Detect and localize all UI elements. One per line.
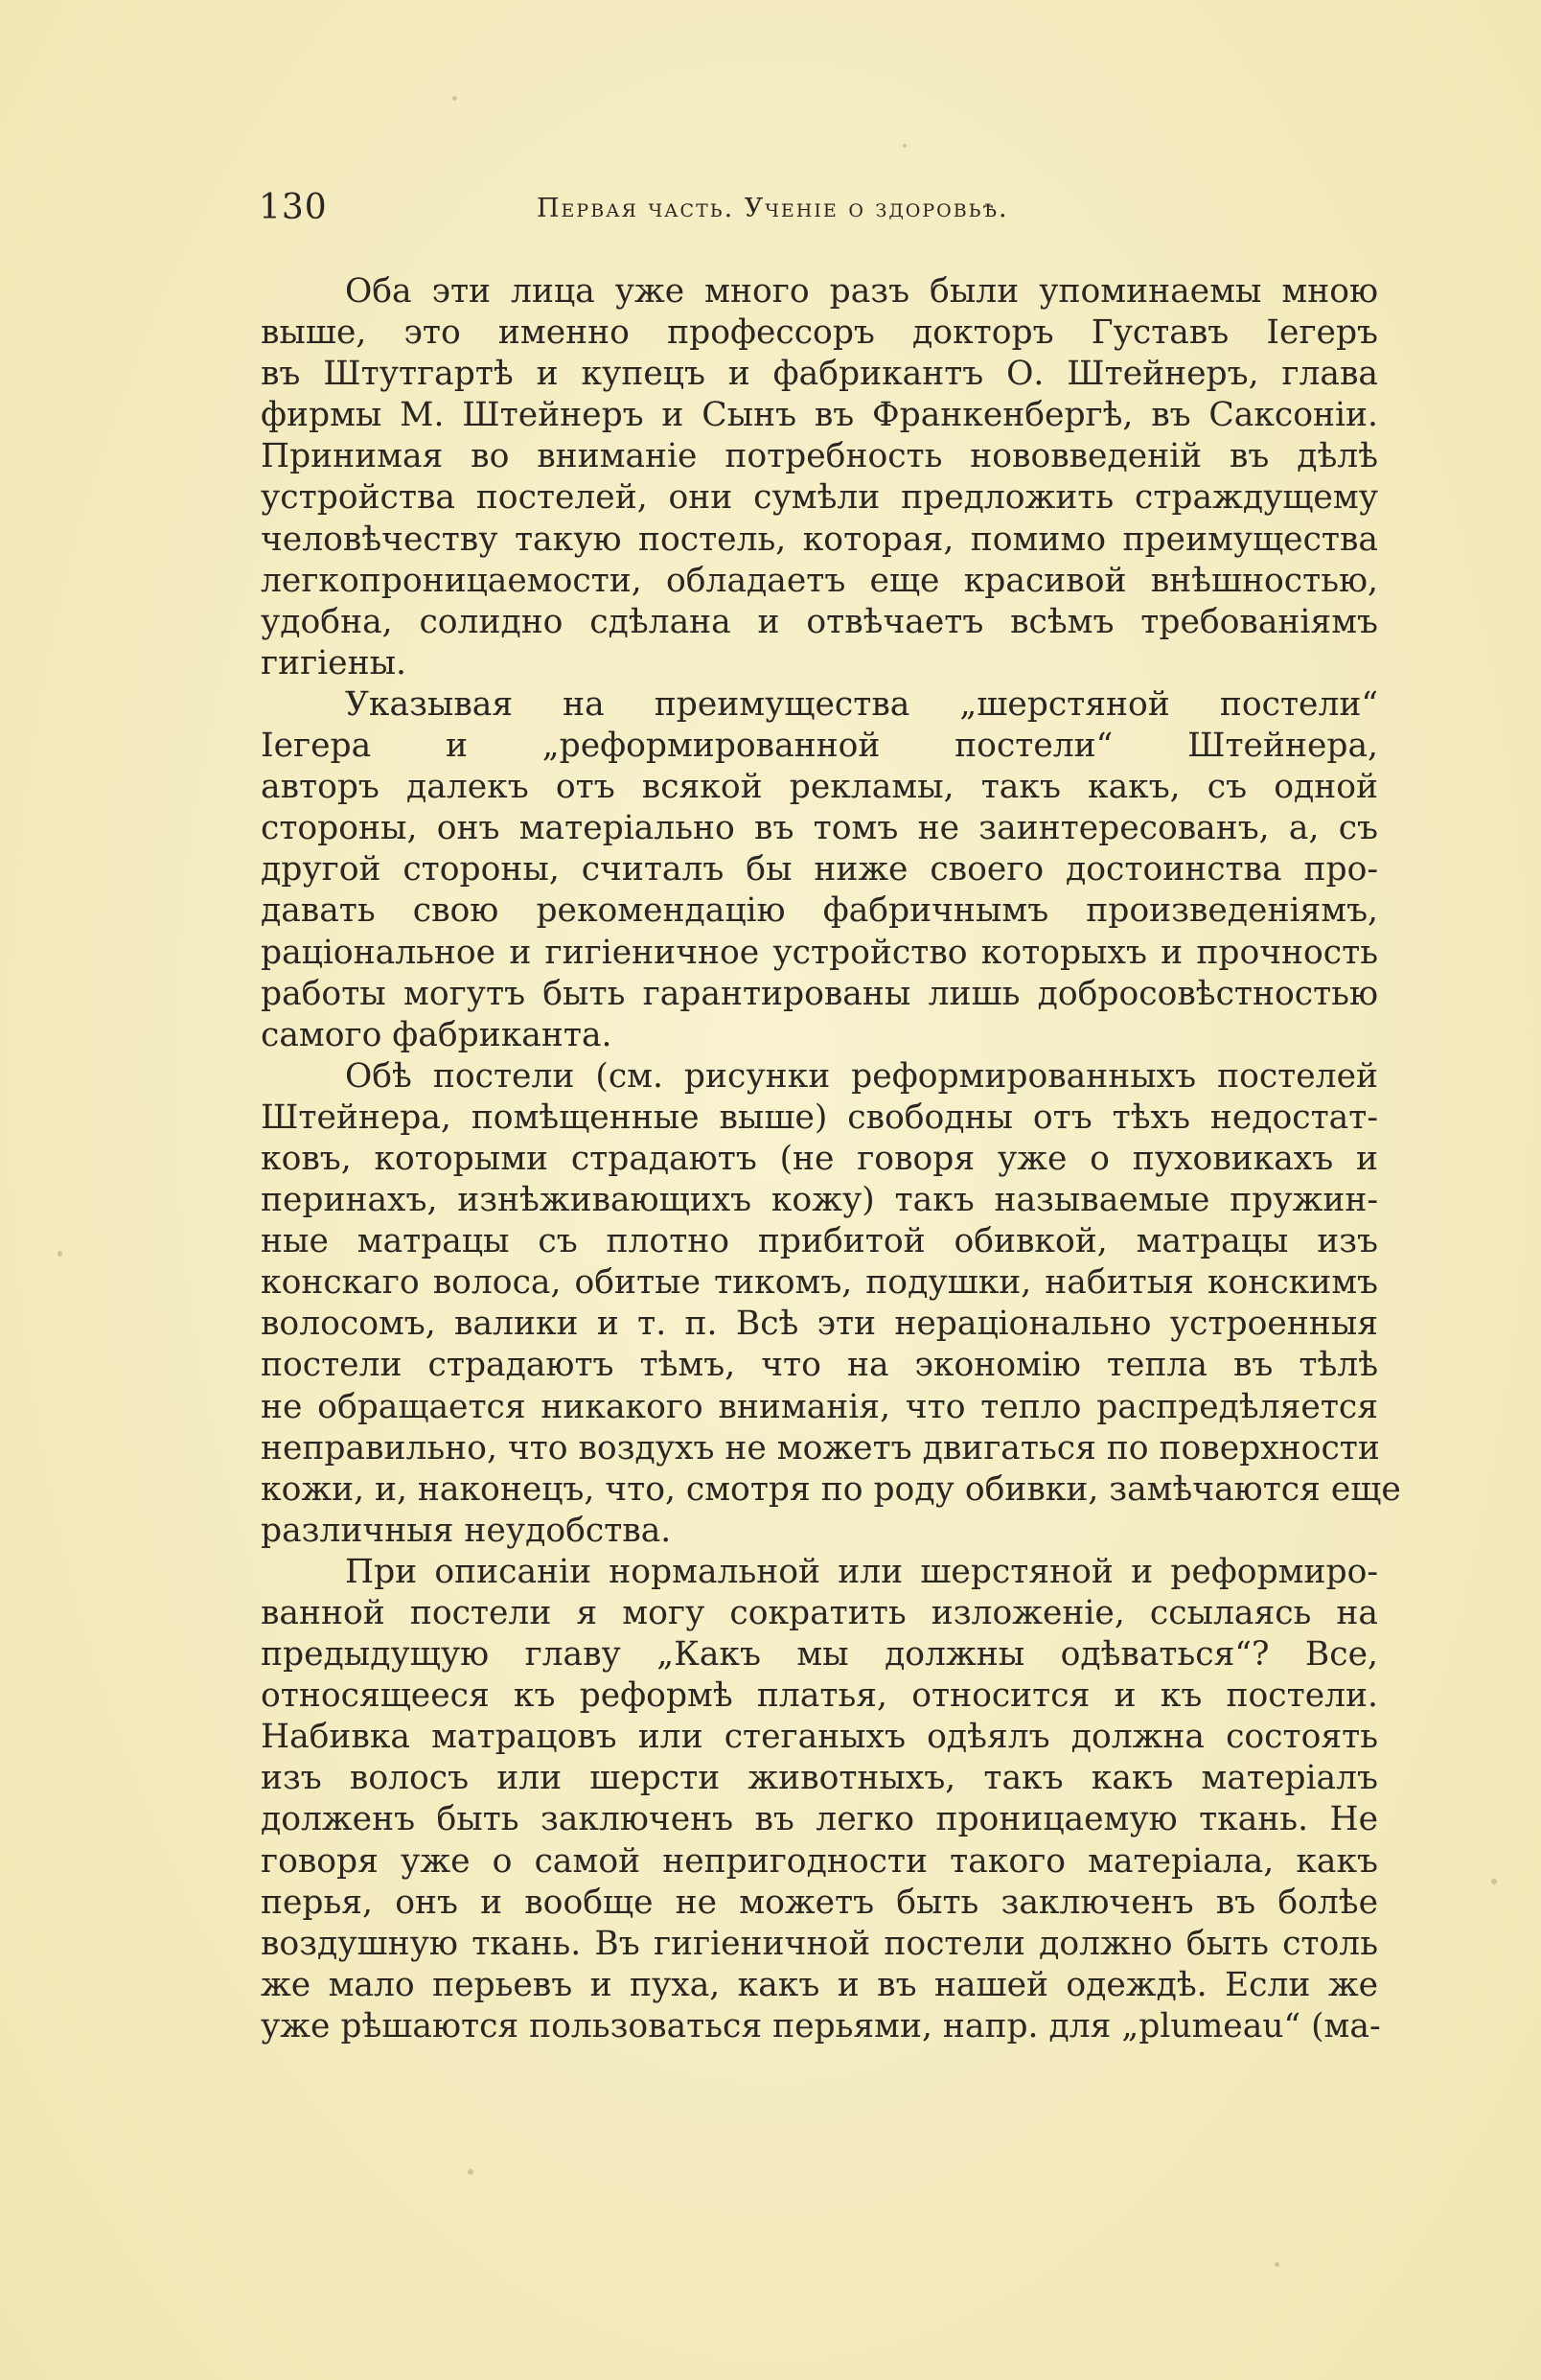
text-line: долженъ быть заключенъ въ легко проницаемую ткань. Не: [261, 1800, 1378, 1839]
text-line: ные матрацы съ плотно прибитой обивкой, матрацы изъ: [261, 1222, 1378, 1261]
text-line: гигіены.: [261, 643, 407, 682]
paragraph: [261, 1552, 1381, 2047]
paragraph: [261, 684, 1378, 1056]
text-line: воздушную ткань. Въ гигіеничной постели должно быть столь: [261, 1924, 1378, 1963]
text-line: относящееся къ реформѣ платья, относится и къ постели.: [261, 1676, 1378, 1716]
text-line: не обращается никакого вниманія, что тепло распредѣляется: [261, 1387, 1378, 1426]
text-line: выше, это именно профессоръ докторъ Густавъ Іегеръ: [261, 313, 1378, 353]
text-line: фирмы М. Штейнеръ и Сынъ въ Франкенбергѣ, въ Саксоніи.: [261, 396, 1378, 435]
text-line: самого фабриканта.: [261, 1015, 612, 1054]
text-line: неправильно, что воздухъ не можетъ двигаться по поверхности: [261, 1428, 1380, 1467]
text-line: конскаго волоса, обитые тикомъ, подушки, набитыя конскимъ: [261, 1263, 1378, 1303]
text-line: говоря уже о самой непригодности такого матеріала, какъ: [261, 1841, 1378, 1881]
text-line: изъ волосъ или шерсти животныхъ, такъ какъ матеріалъ: [261, 1759, 1378, 1798]
text-line: При описаніи нормальной или шерстяной и реформиро-: [345, 1552, 1378, 1591]
text-line: перинахъ, изнѣживающихъ кожу) такъ называемые пружин-: [261, 1181, 1378, 1220]
text-line: же мало перьевъ и пуха, какъ и въ нашей одеждѣ. Если же: [261, 1965, 1378, 2004]
text-line: Набивка матрацовъ или стеганыхъ одѣялъ должна состоять: [261, 1718, 1378, 1757]
text-line: Оба эти лица уже много разъ были упоминаемы мною: [345, 272, 1378, 311]
page-header: [259, 188, 1380, 236]
text-line: авторъ далекъ отъ всякой рекламы, такъ какъ, съ одной: [261, 768, 1378, 807]
text-line: уже рѣшаются пользоваться перьями, напр. для „plumeau“ (ма-: [261, 2006, 1381, 2045]
paper-spot: [58, 1251, 62, 1257]
text-line: другой стороны, считалъ бы ниже своего достоинства про-: [261, 850, 1378, 890]
text-line: постели страдаютъ тѣмъ, что на экономію тепла въ тѣлѣ: [261, 1346, 1378, 1385]
page-number: 130: [259, 188, 328, 227]
paragraph: [261, 1056, 1401, 1552]
text-line: предыдущую главу „Какъ мы должны одѣваться“? Все,: [261, 1635, 1378, 1675]
body-text: [261, 271, 1401, 2047]
text-line: волосомъ, валики и т. п. Всѣ эти нераціонально устроенныя: [261, 1305, 1378, 1344]
text-line: Іегера и „реформированной постели“ Штейнера,: [261, 727, 1378, 766]
text-line: Обѣ постели (см. рисунки реформированныхъ постелей: [345, 1056, 1378, 1096]
paper-spot: [903, 144, 907, 148]
text-line: Штейнера, помѣщенные выше) свободны отъ тѣхъ недостат-: [261, 1098, 1378, 1137]
text-line: удобна, солидно сдѣлана и отвѣчаетъ всѣмъ требованіямъ: [261, 602, 1378, 641]
text-line: Принимая во вниманіе потребность нововведеній въ дѣлѣ: [261, 437, 1378, 476]
text-line: различныя неудобства.: [261, 1511, 672, 1550]
paper-spot: [1491, 1879, 1497, 1884]
text-line: перья, онъ и вообще не можетъ быть заключенъ въ болѣе: [261, 1883, 1378, 1922]
text-line: устройства постелей, они сумѣли предложить страждущему: [261, 478, 1378, 518]
text-line: человѣчеству такую постель, которая, помимо преимущества: [261, 520, 1378, 559]
paper-spot: [452, 96, 457, 101]
running-head: Первая часть. Ученіе о здоровьѣ.: [537, 194, 1009, 223]
paper-spot: [468, 2169, 473, 2175]
text-line: давать свою рекомендацію фабричнымъ произведеніямъ,: [261, 891, 1378, 931]
text-line: стороны, онъ матеріально въ томъ не заинтересованъ, а, съ: [261, 809, 1378, 848]
text-line: въ Штутгартѣ и купецъ и фабрикантъ О. Штейнеръ, глава: [261, 355, 1378, 394]
text-line: кожи, и, наконецъ, что, смотря по роду обивки, замѣчаются еще: [261, 1469, 1401, 1509]
paper-spot: [1275, 2262, 1279, 2267]
text-line: работы могутъ быть гарантированы лишь добросовѣстностью: [261, 974, 1378, 1013]
text-line: ванной постели я могу сократить изложеніе, ссылаясь на: [261, 1594, 1378, 1632]
text-line: Указывая на преимущества „шерстяной постели“: [345, 684, 1378, 724]
text-line: легкопроницаемости, обладаетъ еще красивой внѣшностью,: [261, 561, 1378, 600]
paragraph: [261, 271, 1378, 684]
text-line: ковъ, которыми страдаютъ (не говоря уже о пуховикахъ и: [261, 1139, 1378, 1178]
text-line: раціональное и гигіеничное устройство которыхъ и прочность: [261, 933, 1378, 972]
